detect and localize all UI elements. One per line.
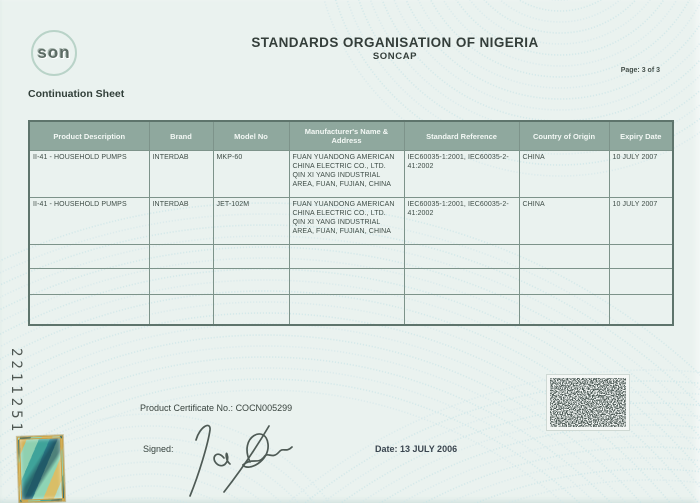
barcode-block [546,374,630,431]
table-row [29,198,673,245]
serial-number: 2211251 [8,348,24,436]
empty-table-row [29,295,673,326]
page-title: STANDARDS ORGANISATION OF NIGERIA [251,35,539,50]
empty-cell [404,245,519,269]
cell-brand: INTERDAB [149,198,213,245]
col-header-brand: Brand [149,121,213,151]
empty-cell [609,269,673,295]
col-header-country-of-origin: Country of Origin [519,121,609,151]
certificate-number-value: COCN005299 [235,403,293,413]
products-table [28,120,674,326]
son-logo-text: son [37,43,71,62]
certificate-number-label: Product Certificate No.: [140,403,234,413]
empty-cell [213,245,289,269]
cell-product-description: II-41 - HOUSEHOLD PUMPS [29,198,149,245]
cell-expiry-date: 10 JULY 2007 [609,198,673,245]
date-label: Date: [375,444,398,454]
cell-expiry-date: 10 JULY 2007 [609,151,673,198]
empty-cell [149,295,213,326]
table-row [29,151,673,198]
certificate-number-line [140,403,292,413]
empty-cell [609,295,673,326]
cell-manufacturer: FUAN YUANDONG AMERICAN CHINA ELECTRIC CO., LTD. QIN XI YANG INDUSTRIAL AREA, FUAN, FUJIAN, CHINA [289,198,404,245]
cell-country-of-origin: CHINA [519,151,609,198]
empty-cell [609,245,673,269]
empty-cell [213,295,289,326]
col-header-standard-reference: Standard Reference [404,121,519,151]
cell-standard-reference: IEC60035-1:2001, IEC60035-2-41:2002 [404,198,519,245]
col-header-product-description: Product Description [29,121,149,151]
cell-brand: INTERDAB [149,151,213,198]
empty-cell [404,295,519,326]
table-header-row [29,121,673,151]
empty-cell [404,269,519,295]
date-value: 13 JULY 2006 [400,444,458,454]
empty-cell [29,269,149,295]
empty-table-row [29,245,673,269]
son-logo [31,30,77,76]
cell-country-of-origin: CHINA [519,198,609,245]
empty-table-row [29,269,673,295]
empty-cell [213,269,289,295]
cell-model-no: JET-102M [213,198,289,245]
cell-product-description: II-41 - HOUSEHOLD PUMPS [29,151,149,198]
col-header-expiry-date: Expiry Date [609,121,673,151]
section-title: Continuation Sheet [28,88,125,100]
col-header-model-no: Model No [213,121,289,151]
empty-cell [519,269,609,295]
empty-cell [289,269,404,295]
col-header-manufacturer: Manufacturer's Name & Address [289,121,404,151]
cell-standard-reference: IEC60035-1:2001, IEC60035-2-41:2002 [404,151,519,198]
empty-cell [289,295,404,326]
empty-cell [289,245,404,269]
empty-cell [149,269,213,295]
soncap-subtitle: SONCAP [372,51,418,62]
empty-cell [29,245,149,269]
empty-cell [29,295,149,326]
empty-cell [519,295,609,326]
empty-cell [519,245,609,269]
cell-manufacturer: FUAN YUANDONG AMERICAN CHINA ELECTRIC CO., LTD. QIN XI YANG INDUSTRIAL AREA, FUAN, FUJIAN, CHINA [289,151,404,198]
barcode-noise [550,378,626,427]
page-indicator: Page: 3 of 3 [620,67,660,74]
empty-cell [149,245,213,269]
signature-image [172,416,312,503]
date-line [375,444,457,454]
signed-label: Signed: [143,444,174,454]
cell-model-no: MKP-60 [213,151,289,198]
hologram-sticker [17,435,65,503]
